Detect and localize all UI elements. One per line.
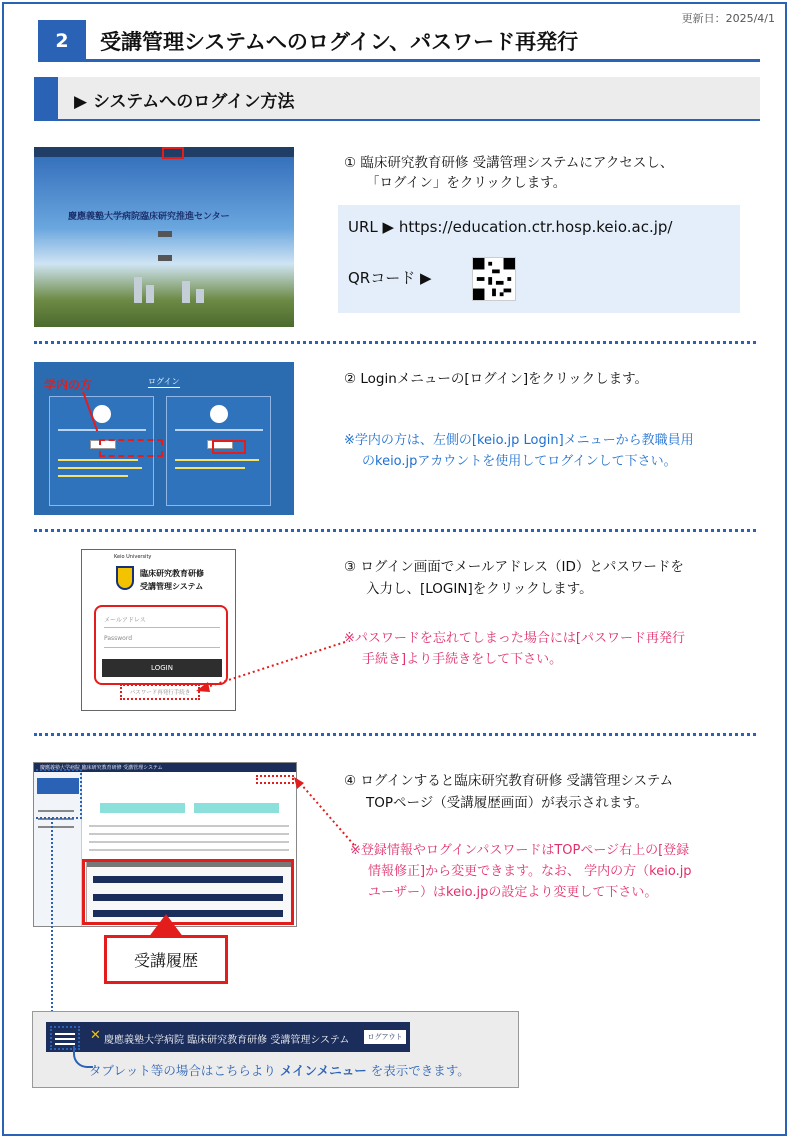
step2-note1: ※学内の方は、左側の[keio.jp Login]メニューから教職員用 bbox=[344, 433, 694, 448]
tablet-hint bbox=[89, 1061, 470, 1079]
shot-button bbox=[158, 231, 172, 237]
shot-building bbox=[134, 277, 142, 303]
step2-line1: ② Loginメニューの[ログイン]をクリックします。 bbox=[344, 371, 649, 387]
shot-title-1: 臨床研究教育研修 bbox=[140, 569, 204, 578]
keio-icon bbox=[93, 405, 111, 423]
url-link[interactable]: URL ▶ https://education.ctr.hosp.keio.ac.jp/ bbox=[348, 218, 673, 236]
shot-text-line bbox=[58, 475, 128, 477]
shot-site-title: 慶應義塾大学病院臨床研究推進センター bbox=[68, 212, 230, 222]
tablet-title: 慶應義塾大学病院 臨床研究教育研修 受講管理システム bbox=[104, 1035, 350, 1046]
shot-keio-text: Keio University bbox=[114, 554, 152, 560]
qr-label: QRコード ▶ bbox=[348, 269, 432, 287]
step4-note3: ユーザー）はkeio.jpの設定より変更して下さい。 bbox=[368, 885, 658, 900]
login-highlight-box bbox=[162, 147, 184, 159]
shot-text-line bbox=[58, 459, 138, 461]
hint-pre: タブレット等の場合はこちらより bbox=[89, 1063, 276, 1078]
subsection-title: ▶ システムへのログイン方法 bbox=[74, 92, 295, 112]
section-header bbox=[38, 20, 760, 62]
hint-main-menu: メインメニュー bbox=[279, 1063, 367, 1078]
step2-note2: のkeio.jpアカウントを使用してログインして下さい。 bbox=[362, 454, 677, 469]
page-title: 受講管理システムへのログイン、パスワード再発行 bbox=[100, 30, 579, 54]
shot-button bbox=[158, 255, 172, 261]
tablet-title-bar bbox=[46, 1022, 410, 1052]
hint-post: を表示できます。 bbox=[370, 1063, 470, 1078]
shot-login-tab: ログイン bbox=[148, 377, 180, 386]
step4-line2: TOPページ（受講履歴画面）が表示されます。 bbox=[366, 795, 649, 811]
screenshot-top-history bbox=[33, 762, 297, 927]
shot-row bbox=[89, 833, 289, 835]
logout-button[interactable]: ログアウト bbox=[364, 1030, 406, 1044]
menu-line bbox=[55, 1043, 75, 1045]
shot-login-button: LOGIN bbox=[102, 659, 222, 677]
step4-note2: 情報修正]から変更できます。なお、 学内の方（keio.jp bbox=[368, 864, 692, 879]
shot-text-line bbox=[175, 429, 263, 431]
shot-row bbox=[89, 825, 289, 827]
shot-building bbox=[182, 281, 190, 303]
shot-text-line bbox=[58, 467, 142, 469]
qr-code-icon bbox=[472, 257, 516, 301]
shot-cyan-button bbox=[194, 803, 279, 813]
shot-row bbox=[89, 841, 289, 843]
keio-crest-icon bbox=[116, 566, 134, 590]
shot-forgot-link: パスワード再発行手続き bbox=[120, 684, 200, 700]
menu-line bbox=[55, 1038, 75, 1040]
shot-email-line bbox=[104, 627, 220, 628]
tablet-example bbox=[32, 1011, 519, 1088]
shot-cyan-button bbox=[100, 803, 185, 813]
shot-bar-text: 慶應義塾大学病院 臨床研究教育研修 受講管理システム bbox=[40, 765, 163, 771]
history-label: 受講履歴 bbox=[104, 935, 228, 984]
update-date: 更新日：2025/4/1 bbox=[681, 12, 775, 25]
shot-text-line bbox=[175, 467, 245, 469]
shot-row bbox=[89, 849, 289, 851]
step3-line1: ③ ログイン画面でメールアドレス（ID）とパスワードを bbox=[344, 559, 684, 575]
dotted-divider bbox=[34, 733, 756, 736]
dotted-divider bbox=[34, 341, 756, 344]
shot-sidebar-item bbox=[38, 826, 74, 828]
menu-line bbox=[55, 1033, 75, 1035]
subsection-bar bbox=[34, 77, 58, 121]
url-box bbox=[338, 205, 740, 313]
shot-building bbox=[146, 285, 154, 303]
subsection-header bbox=[34, 77, 760, 121]
dotted-divider bbox=[34, 529, 756, 532]
keio-highlight-box bbox=[99, 439, 163, 457]
shot-building bbox=[196, 289, 204, 303]
shot-email-label: メールアドレス bbox=[104, 617, 146, 624]
step3-note1: ※パスワードを忘れてしまった場合には[パスワード再発行 bbox=[344, 631, 685, 646]
dotted-arrow bbox=[190, 640, 350, 700]
shot-campus-label: 学内の方 bbox=[44, 378, 93, 392]
step3-note2: 手続き]より手続きをして下さい。 bbox=[362, 652, 563, 667]
step4-note1: ※登録情報やログインパスワードはTOPページ右上の[登録 bbox=[350, 843, 690, 858]
step1-line1: ① 臨床研究教育研修 受講管理システムにアクセスし、 bbox=[344, 155, 674, 171]
shot-password-label: Password bbox=[104, 635, 133, 642]
dotted-connector bbox=[51, 818, 53, 1036]
ctr-logo-icon: ✕ bbox=[90, 1028, 101, 1043]
screenshot-top-page bbox=[34, 147, 294, 327]
section-number: 2 bbox=[38, 20, 86, 62]
sidebar-highlight bbox=[33, 769, 82, 819]
flask-icon bbox=[210, 405, 228, 423]
edit-info-highlight bbox=[256, 775, 294, 784]
screenshot-login-menu bbox=[34, 362, 294, 515]
shot-title-2: 受講管理システム bbox=[140, 582, 204, 591]
step4-line1: ④ ログインすると臨床研究教育研修 受講管理システム bbox=[344, 773, 674, 789]
history-highlight bbox=[82, 859, 294, 925]
login-button-highlight bbox=[212, 440, 246, 454]
shot-text-line bbox=[175, 459, 259, 461]
step3-line2: 入力し、[LOGIN]をクリックします。 bbox=[366, 581, 593, 597]
shot-text-line bbox=[58, 429, 146, 431]
step1-line2: 「ログイン」をクリックします。 bbox=[366, 175, 567, 191]
